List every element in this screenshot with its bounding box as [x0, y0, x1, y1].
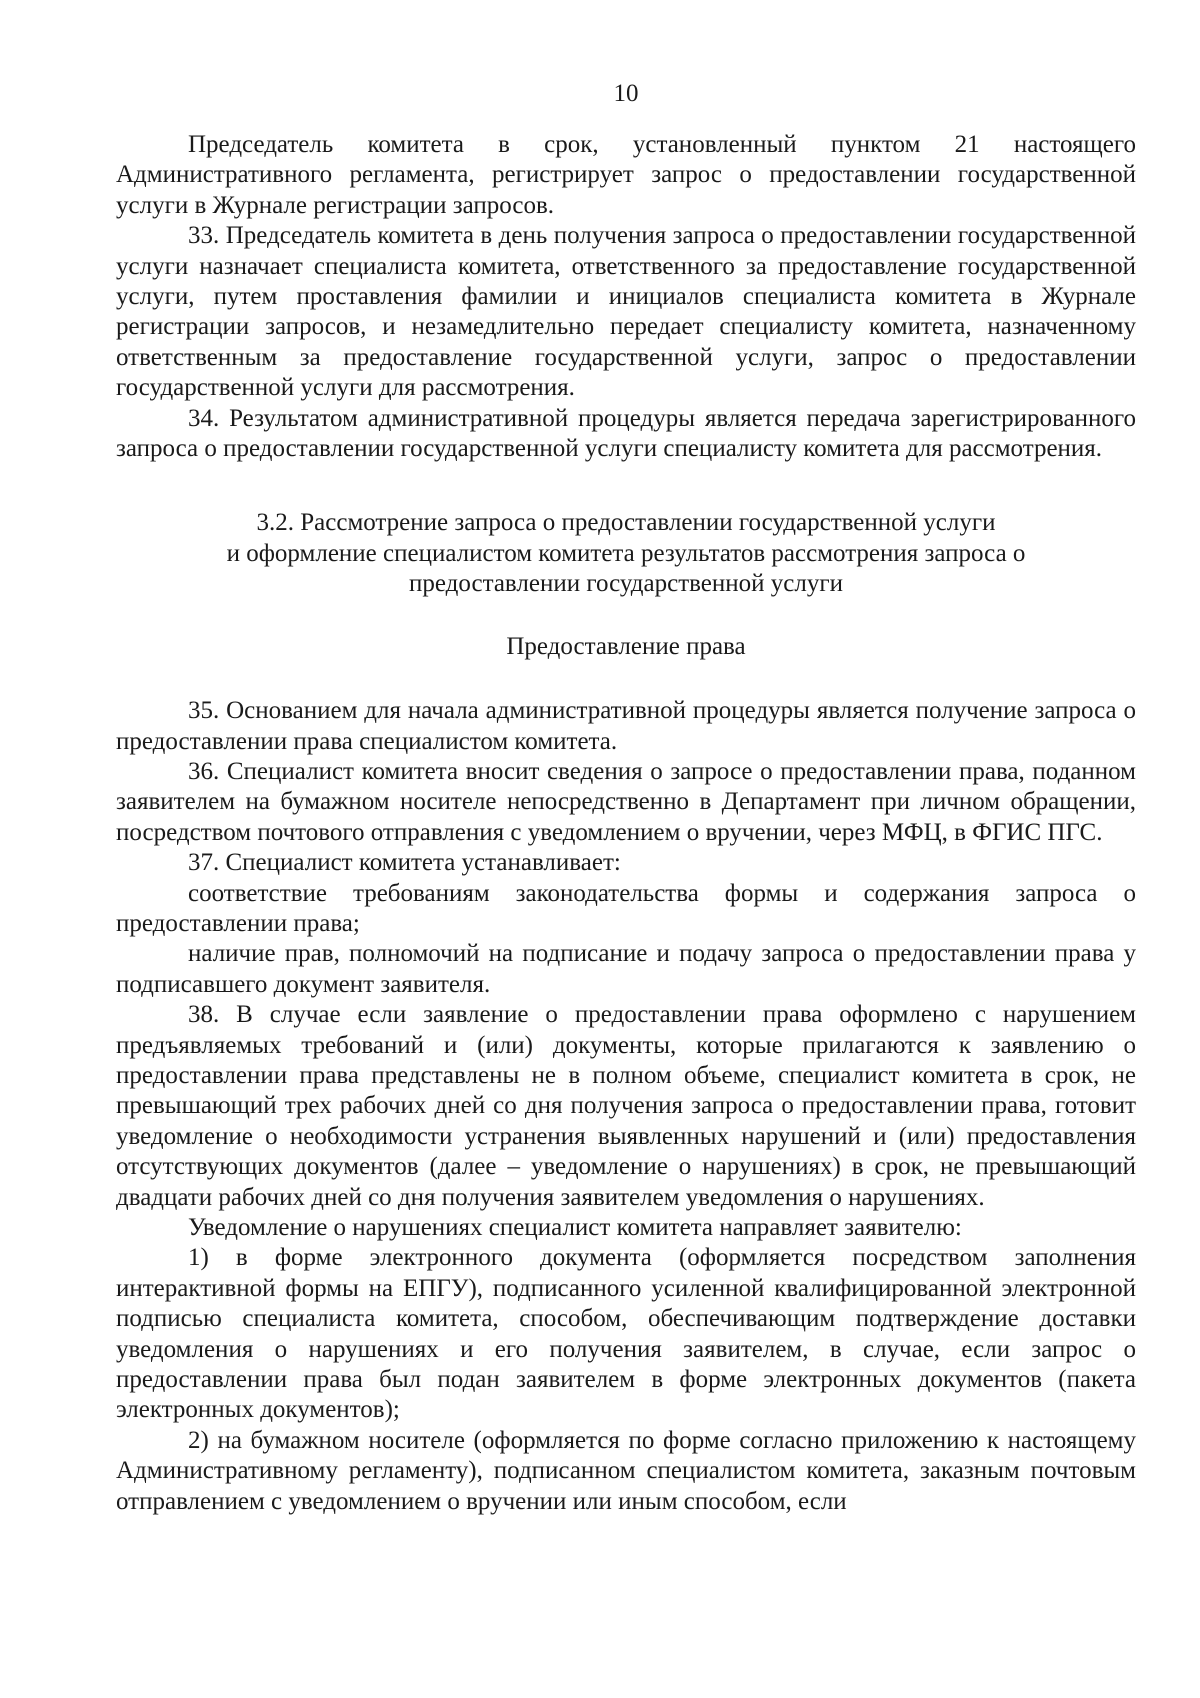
paragraph-registration: Председатель комитета в срок, установленный пунктом 21 настоящего Административного регламента, регистрирует запрос о предоставлении государственной услуги в Журнале регистрации запросов.: [116, 131, 1136, 219]
section-heading-line-1: 3.2. Рассмотрение запроса о предоставлении государственной услуги: [256, 509, 996, 537]
paragraph-38: 38. В случае если заявление о предоставлении права оформлено с нарушением предъявляемых требований и (или) документы, которые прилагаются к заявлению о предоставлении права представлены не в полном объеме, специалист комитета в срок, не превышающий трех рабочих дней со дня получения запроса о предоставлении права, готовит уведомление о необходимости устранения выявленных нарушений и (или) предоставления отсутствующих документов (далее – уведомление о нарушениях) в срок, не превышающий двадцати рабочих дней со дня получения заявителем уведомления о нарушениях.: [116, 1001, 1136, 1211]
section-heading-line-3: предоставлении государственной услуги: [409, 570, 843, 598]
paragraph-notification-item-2: 2) на бумажном носителе (оформляется по форме согласно приложению к настоящему Административному регламенту), подписанном специалистом комитета, заказным почтовым отправлением с уведомлением о вручении или иным способом, если: [116, 1426, 1136, 1515]
section-heading-line-2: и оформление специалистом комитета результатов рассмотрения запроса о: [226, 539, 1026, 567]
paragraph-34: 34. Результатом административной процедуры является передача зарегистрированного запроса о предоставлении государственной услуги специалисту комитета для рассмотрения.: [116, 404, 1136, 463]
paragraph-37-item-2: наличие прав, полномочий на подписание и подачу запроса о предоставлении права у подписавшего документ заявителя.: [116, 940, 1136, 998]
page-number: 10: [613, 80, 639, 107]
subheading: Предоставление права: [506, 632, 746, 660]
paragraph-37: 37. Специалист комитета устанавливает:: [188, 849, 621, 877]
paragraph-36: 36. Специалист комитета вносит сведения о запросе о предоставлении права, поданном заявителем на бумажном носителе непосредственно в Департамент при личном обращении, посредством почтового отправления с уведомлением о вручении, через МФЦ, в ФГИС ПГС.: [116, 757, 1136, 846]
paragraph-35: 35. Основанием для начала административной процедуры является получение запроса о предоставлении права специалистом комитета.: [116, 697, 1136, 755]
paragraph-33: 33. Председатель комитета в день получения запроса о предоставлении государственной услуги назначает специалиста комитета, ответственного за предоставление государственной услуги, путем проставления фамилии и инициалов специалиста комитета в Журнале регистрации запросов, и незамедлительно передает специалисту комитета, назначенному ответственным за предоставление государственной услуги, запрос о предоставлении государственной услуги для рассмотрения.: [116, 222, 1136, 402]
document-page: [116, 74, 1136, 1517]
paragraph-notification-item-1: 1) в форме электронного документа (оформляется посредством заполнения интерактивной формы на ЕПГУ), подписанного усиленной квалифицированной электронной подписью специалиста комитета, способом, обеспечивающим подтверждение доставки уведомления о нарушениях и его получения заявителем, в случае, если запрос о предоставлении права был подан заявителем в форме электронных документов (пакета электронных документов);: [116, 1244, 1136, 1424]
paragraph-notification: Уведомление о нарушениях специалист комитета направляет заявителю:: [188, 1214, 962, 1241]
paragraph-37-item-1: соответствие требованиям законодательства формы и содержания запроса о предоставлении права;: [116, 879, 1136, 937]
section-heading: [116, 508, 1136, 599]
